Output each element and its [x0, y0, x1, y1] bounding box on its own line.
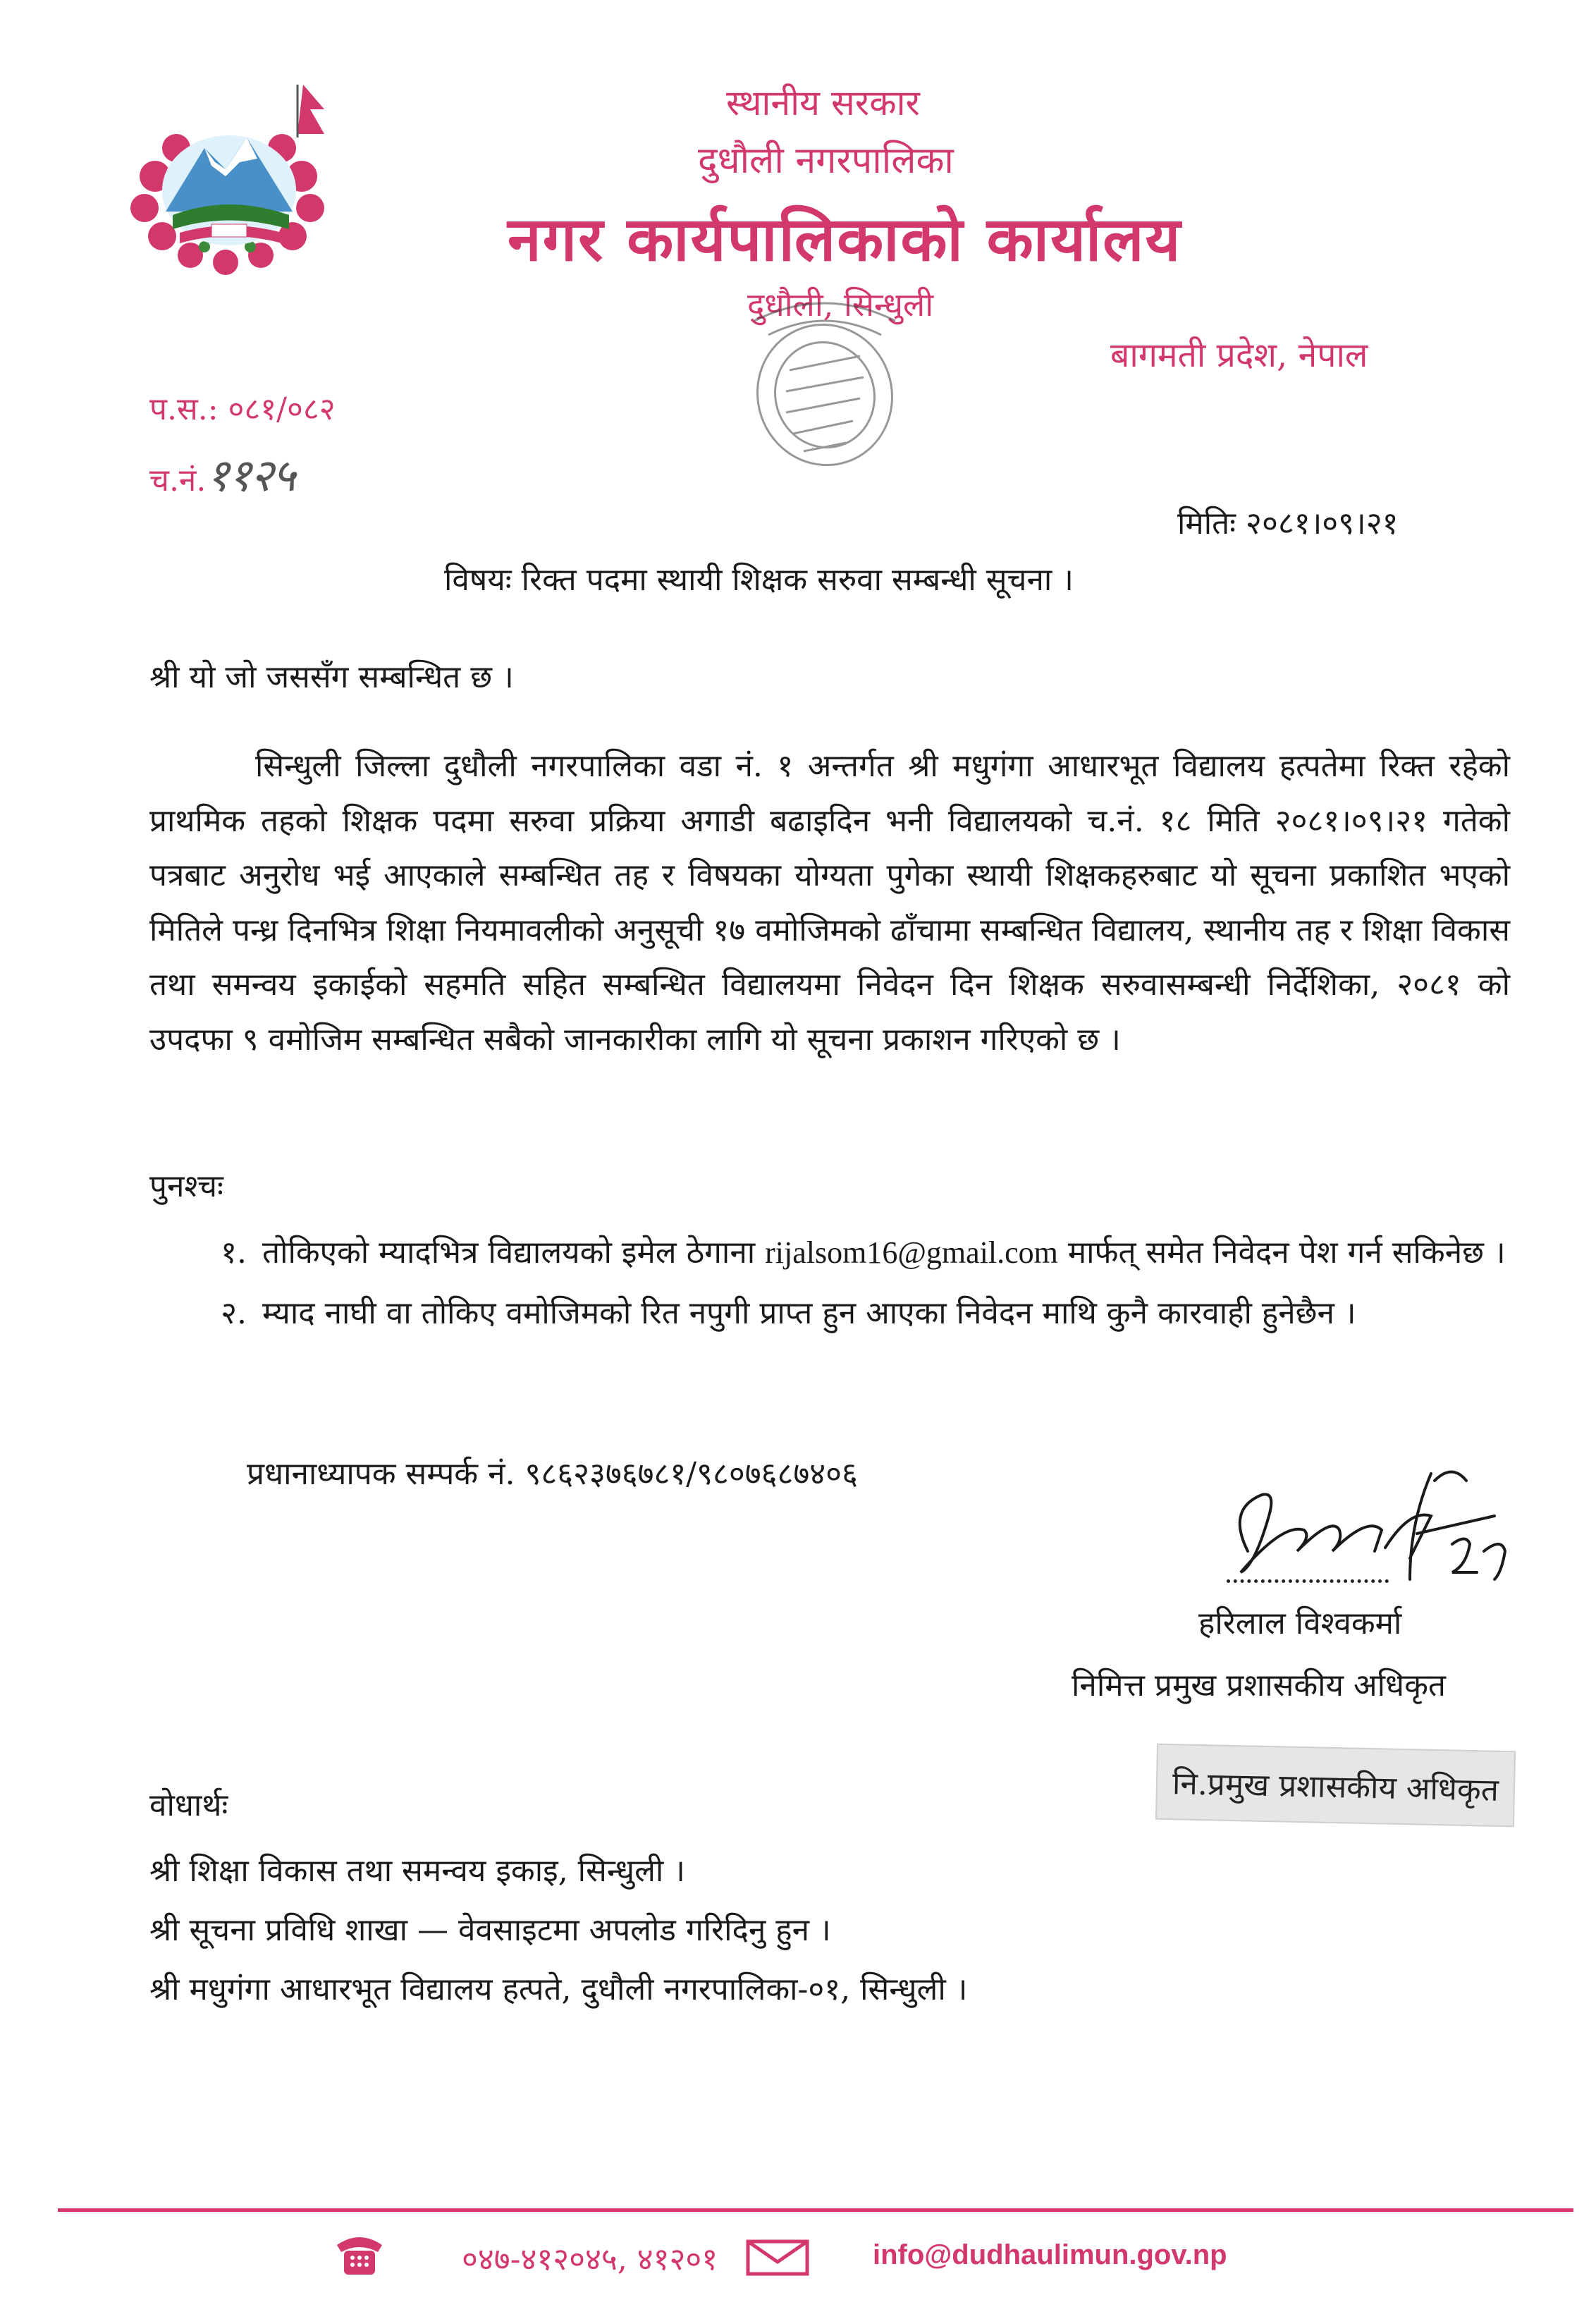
handwritten-signature-icon: [1198, 1467, 1523, 1589]
signature-dotted-line: [1227, 1579, 1389, 1583]
letter-salutation: श्री यो जो जससँग सम्बन्धित छ ।: [149, 659, 514, 695]
signer-name: हरिलाल विश्वकर्मा: [1198, 1605, 1402, 1641]
header-local-government: स्थानीय सरकार: [726, 82, 920, 123]
header-office-title: नगर कार्यपालिकाको कार्यालय: [508, 204, 1182, 275]
school-email-link[interactable]: rijalsom16@gmail.com: [765, 1235, 1058, 1270]
header-municipality: दुधौली नगरपालिका: [698, 140, 954, 182]
postscript-text-before: तोकिएको म्यादभित्र विद्यालयको इमेल ठेगाना: [262, 1235, 756, 1271]
cn-label: च.नं.: [149, 463, 207, 498]
header-address: दुधौली, सिन्धुली: [747, 286, 934, 324]
letter-subject: विषयः रिक्त पदमा स्थायी शिक्षक सरुवा सम्बन्धी सूचना ।: [444, 562, 1074, 598]
letter-reference-cn: [149, 443, 294, 504]
telephone-icon: [331, 2229, 388, 2282]
postscript-item-text: [262, 1227, 1510, 1279]
postscript-item-number: २.: [221, 1295, 247, 1331]
footer-phone: ०४७-४१२०४५, ४१२०१: [462, 2241, 718, 2277]
signer-title: निमित्त प्रमुख प्रशासकीय अधिकृत: [1072, 1668, 1446, 1703]
headteacher-contact: प्रधानाध्यापक सम्पर्क नं. ९८६२३७६७८१/९८०७६८७४०६: [247, 1456, 858, 1492]
postscript-text-after: मार्फत् समेत निवेदन पेश गर्न सकिनेछ ।: [1067, 1235, 1506, 1271]
cc-title: वोधार्थः: [149, 1787, 228, 1823]
office-seal-icon: [712, 271, 938, 500]
nepal-emblem-icon: [113, 71, 345, 285]
cc-list: [149, 1842, 967, 2019]
letter-body: सिन्धुली जिल्ला दुधौली नगरपालिका वडा नं. १ अन्तर्गत श्री मधुगंगा आधारभूत विद्यालय हत्पतेमा रिक्त रहेको प्राथमिक तहको शिक्षक पदमा सरुवा प्रक्रिया अगाडी बढाइदिन भनी विद्यालयको च.नं. १८ मिति २०८१।०९।२१ गतेको पत्रबाट अनुरोध भई आएकाले सम्बन्धित तह र विषयका योग्यता पुगेका स्थायी शिक्षकहरुबाट यो सूचना प्रकाशित भएको मितिले पन्ध्र दिनभित्र शिक्षा नियमावलीको अनुसूची १७ वमोजिमको ढाँचामा सम्बन्धित विद्यालय, स्थानीय तह र शिक्षा विकास तथा समन्वय इकाईको सहमति सहित सम्बन्धित विद्यालयमा निवेदन दिन शिक्षक सरुवासम्बन्धी निर्देशिका, २०८१ को उपदफा ९ वमोजिम सम्बन्धित सबैको जानकारीका लागि यो सूचना प्रकाशन गरिएको छ ।: [149, 748, 1510, 1058]
postscript-title: पुनश्चः: [149, 1168, 223, 1204]
letter-reference-ps: प.स.: ०८१/०८२: [149, 391, 336, 427]
letter-date: मितिः २०८१।०९।२१: [1177, 506, 1399, 542]
footer-email-link[interactable]: info@dudhaulimun.gov.np: [873, 2239, 1227, 2270]
footer-divider: [58, 2208, 1573, 2212]
cc-item: श्री मधुगंगा आधारभूत विद्यालय हत्पते, दुधौली नगरपालिका-०१, सिन्धुली ।: [149, 1971, 968, 2007]
postscript-item: [149, 1287, 1510, 1340]
cc-item: श्री शिक्षा विकास तथा समन्वय इकाइ, सिन्धुली ।: [149, 1853, 685, 1889]
postscript-item: [149, 1227, 1510, 1279]
postscript-item-text: म्याद नाघी वा तोकिए वमोजिमको रित नपुगी प्राप्त हुन आएका निवेदन माथि कुनै कारवाही हुनेछैन ।: [262, 1295, 1356, 1331]
designation-stamp: नि.प्रमुख प्रशासकीय अधिकृत: [1155, 1744, 1516, 1828]
cc-item: श्री सूचना प्रविधि शाखा — वेवसाइटमा अपलोड गरिदिनु हुन ।: [149, 1912, 831, 1948]
header-province: बागमती प्रदेश, नेपाल: [1110, 336, 1368, 375]
envelope-icon: [746, 2239, 809, 2279]
postscript-item-number: १.: [221, 1235, 247, 1271]
cn-value: ११२५: [206, 450, 295, 502]
postscript-list: [149, 1227, 1510, 1348]
